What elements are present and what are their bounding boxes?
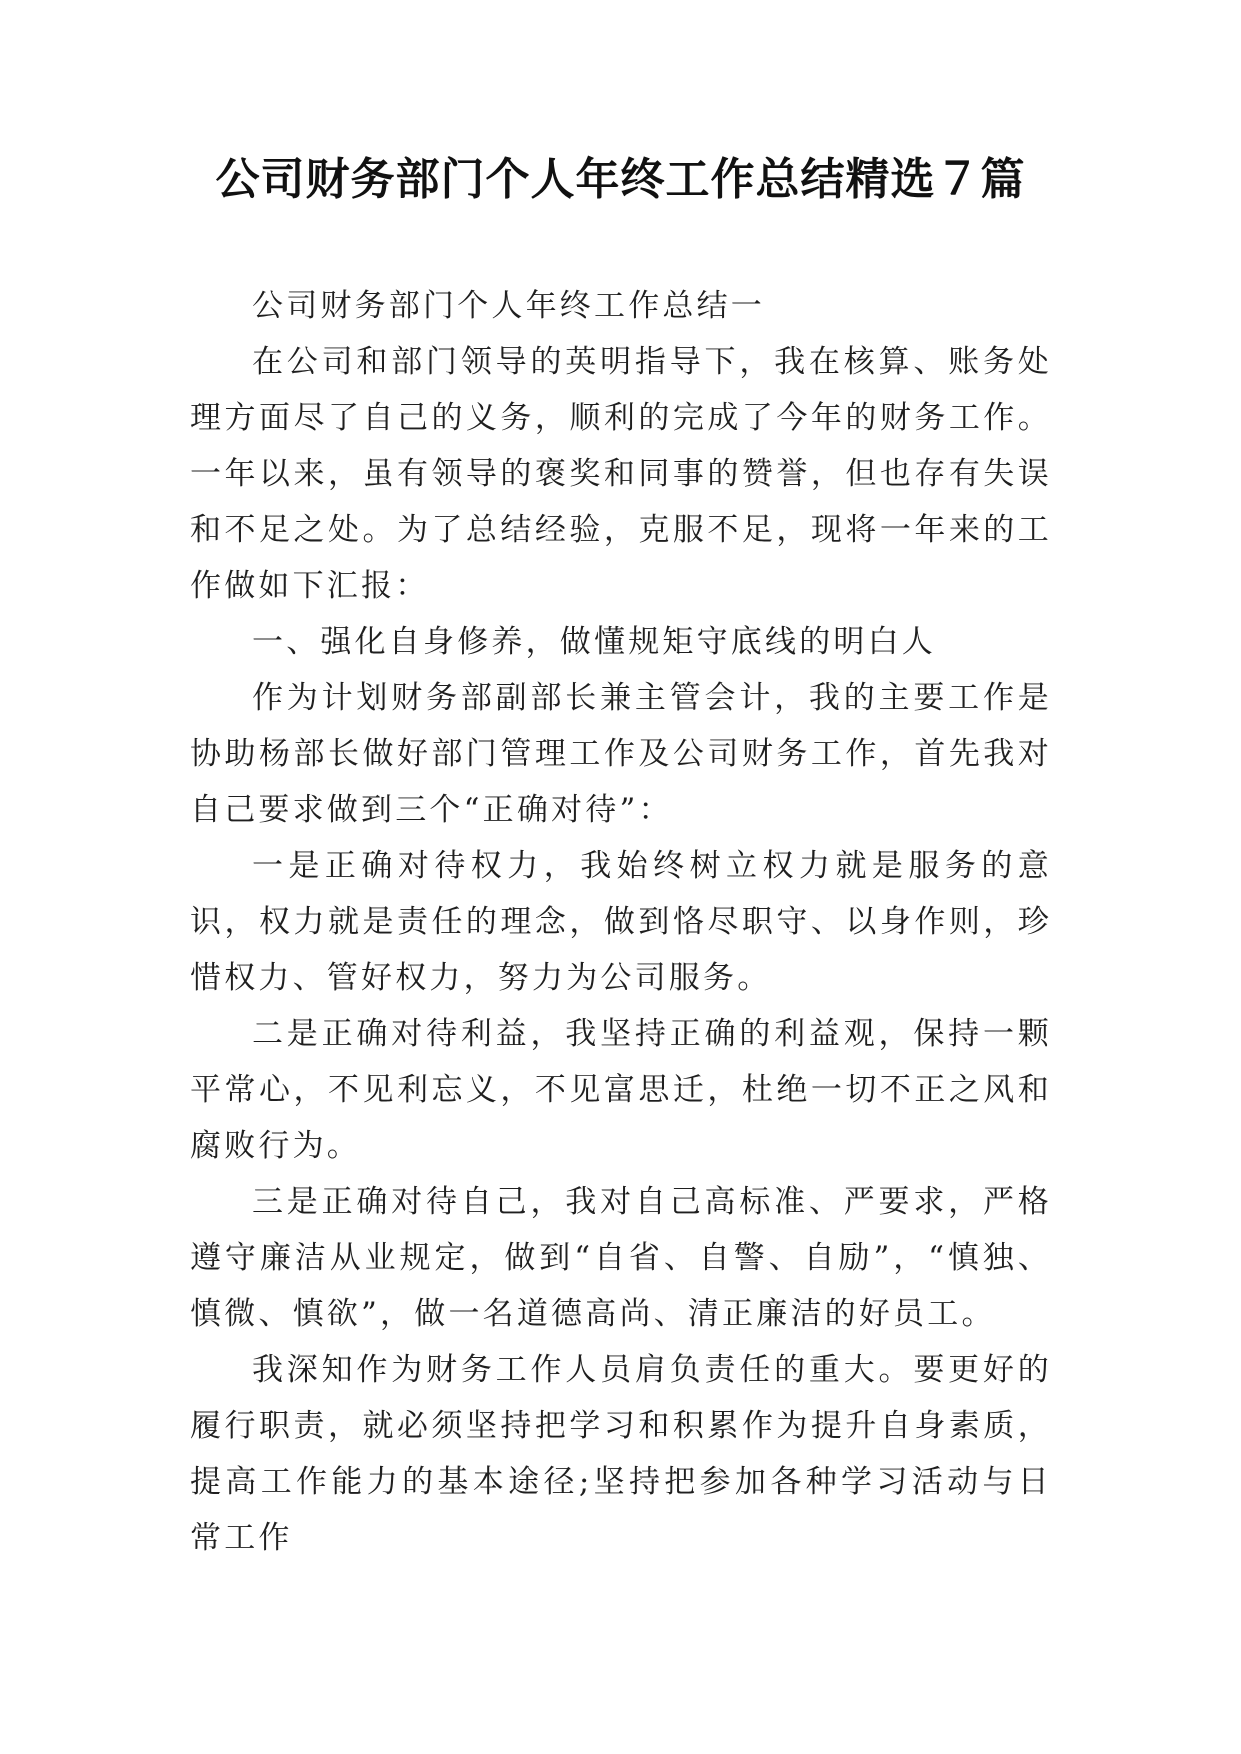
paragraph-power: 一是正确对待权力，我始终树立权力就是服务的意识，权力就是责任的理念，做到恪尽职守、以身作则，珍惜权力、管好权力，努力为公司服务。 (190, 848, 1052, 996)
paragraph-responsibility: 我深知作为财务工作人员肩负责任的重大。要更好的履行职责，就必须坚持把学习和积累作为提升自身素质，提高工作能力的基本途径;坚持把参加各种学习活动与日常工作 (190, 1352, 1052, 1556)
paragraph-role: 作为计划财务部副部长兼主管会计，我的主要工作是协助杨部长做好部门管理工作及公司财务工作，首先我对自己要求做到三个“正确对待”： (190, 680, 1052, 828)
paragraph-intro: 在公司和部门领导的英明指导下，我在核算、账务处理方面尽了自己的义务，顺利的完成了今年的财务工作。一年以来，虽有领导的褒奖和同事的赞誉，但也存有失误和不足之处。为了总结经验，克服不足，现将一年来的工作做如下汇报： (190, 344, 1052, 604)
document-body (190, 278, 1052, 1566)
document-title: 公司财务部门个人年终工作总结精选７篇 (215, 154, 1026, 205)
section-heading-strengthen: 一、强化自身修养，做懂规矩守底线的明白人 (252, 624, 936, 660)
paragraph-interest: 二是正确对待利益，我坚持正确的利益观，保持一颗平常心，不见利忘义，不见富思迁，杜绝一切不正之风和腐败行为。 (190, 1016, 1052, 1164)
section-heading-1: 公司财务部门个人年终工作总结一 (252, 288, 765, 324)
paragraph-self: 三是正确对待自己，我对自己高标准、严要求，严格遵守廉洁从业规定，做到“自省、自警、自励”，“慎独、慎微、慎欲”，做一名道德高尚、清正廉洁的好员工。 (190, 1184, 1052, 1332)
